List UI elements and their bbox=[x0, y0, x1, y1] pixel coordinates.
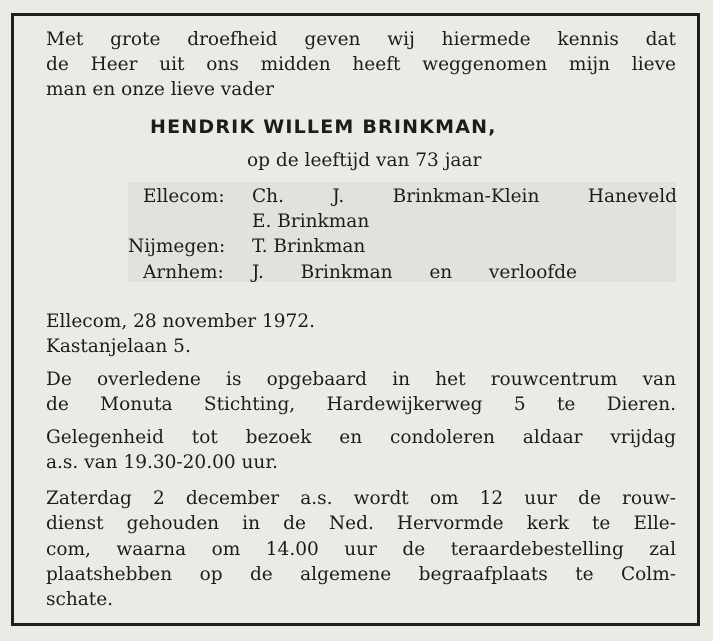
family-place: Arnhem: bbox=[143, 262, 224, 283]
service-line-4: plaatshebben op de algemene begraafplaats te Colm- bbox=[46, 564, 676, 585]
family-place: Nijmegen: bbox=[128, 236, 226, 257]
intro-line-1: Met grote droefheid geven wij hiermede kennis dat bbox=[46, 29, 676, 50]
family-person: J. Brinkman en verloofde bbox=[252, 262, 577, 283]
age-line: op de leeftijd van 73 jaar bbox=[247, 150, 482, 171]
service-line-3: com, waarna om 14.00 uur de teraardebestelling zal bbox=[46, 539, 676, 560]
service-line-1: Zaterdag 2 december a.s. wordt om 12 uur de rouw- bbox=[46, 488, 676, 509]
deceased-name: HENDRIK WILLEM BRINKMAN, bbox=[150, 116, 497, 138]
visit-line-1: Gelegenheid tot bezoek en condoleren aldaar vrijdag bbox=[46, 427, 676, 448]
intro-line-3: man en onze lieve vader bbox=[46, 79, 274, 100]
intro-line-2: de Heer uit ons midden heeft weggenomen mijn lieve bbox=[46, 54, 676, 75]
family-person: E. Brinkman bbox=[252, 211, 370, 232]
family-place: Ellecom: bbox=[143, 186, 225, 207]
laid-out-line-2: de Monuta Stichting, Hardewijkerweg 5 te Dieren. bbox=[46, 394, 676, 415]
family-person: T. Brinkman bbox=[252, 236, 366, 257]
service-line-2: dienst gehouden in de Ned. Hervormde kerk te Elle- bbox=[46, 513, 676, 534]
visit-line-2: a.s. van 19.30-20.00 uur. bbox=[46, 452, 279, 473]
laid-out-line-1: De overledene is opgebaard in het rouwcentrum van bbox=[46, 369, 676, 390]
address: Kastanjelaan 5. bbox=[46, 336, 191, 357]
place-date: Ellecom, 28 november 1972. bbox=[46, 311, 315, 332]
family-person: Ch. J. Brinkman-Klein Haneveld bbox=[252, 186, 677, 207]
service-line-5: schate. bbox=[46, 589, 114, 610]
